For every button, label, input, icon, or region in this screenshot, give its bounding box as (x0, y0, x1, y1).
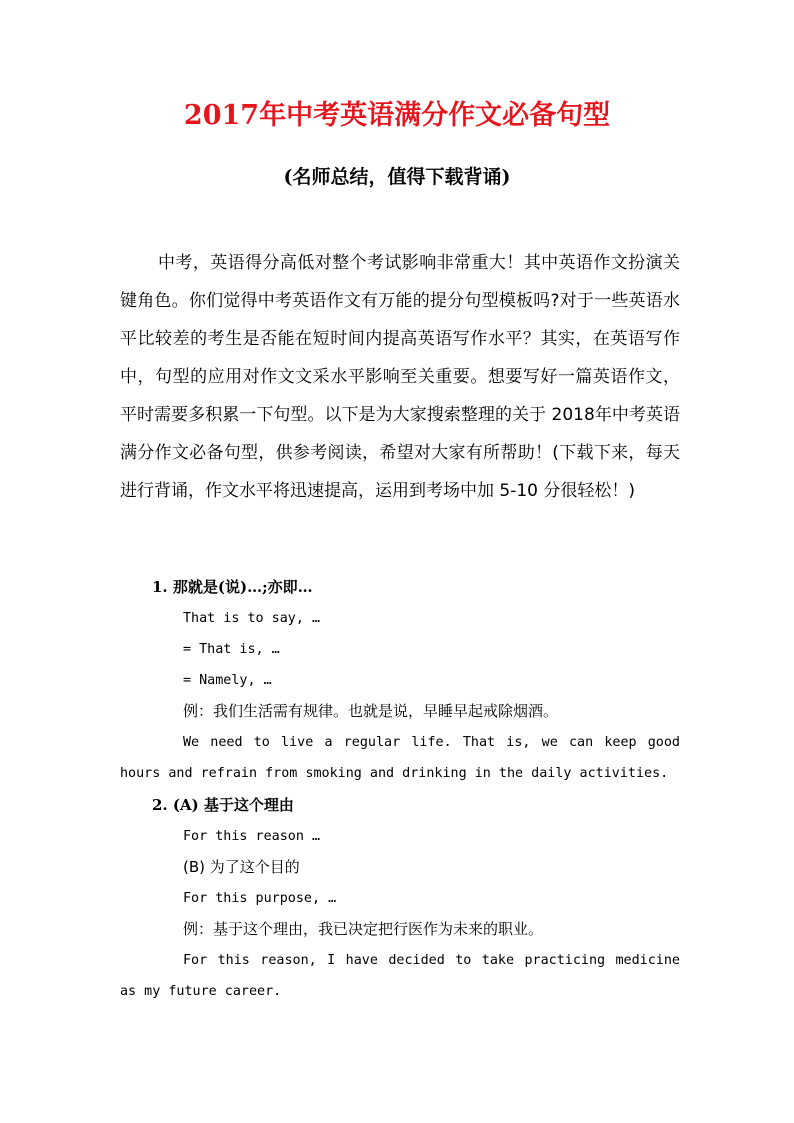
section-2-sub-b: (B) 为了这个目的 (183, 858, 300, 876)
document-subtitle: (名师总结，值得下载背诵) (283, 166, 511, 188)
section-1-phrase-1: That is to say, … (183, 611, 321, 626)
intro-paragraph: 中考，英语得分高低对整个考试影响非常重大！其中英语作文扮演关键角色。你们觉得中考英语作文有万能的提分句型模板吗?对于一些英语水平比较差的考生是否能在短时间内提高英语写作水平？其实，在英语写作中，句型的应用对作文文采水平影响至关重要。想要写好一篇英语作文，平时需要多积累一下句型。以下是为大家搜索整理的关于 2018年中考英语满分作文必备句型，供参考阅读，希望对大家有所帮助！(下载下来，每天进行背诵，作文水平将迅速提高，运用到考场中加 5-10 分很轻松！) (120, 253, 680, 501)
section-1-example-cn: 例：我们生活需有规律。也就是说，早睡早起戒除烟酒。 (183, 702, 559, 720)
section-1 (120, 572, 680, 789)
section-1-phrase-2: = That is, … (183, 642, 280, 657)
section-2-heading: 2. (A) 基于这个理由 (152, 796, 294, 814)
section-2-example-en: For this reason, I have decided to take practicing medicine as my future career. (120, 953, 680, 999)
section-1-phrase-3: = Namely, … (183, 673, 272, 688)
section-1-heading: 1. 那就是(说)…;亦即… (152, 578, 313, 596)
section-2 (120, 790, 680, 1007)
document-title: 2017年中考英语满分作文必备句型 (183, 100, 611, 131)
section-2-phrase-b: For this purpose, … (183, 891, 337, 906)
section-2-phrase-a: For this reason … (183, 829, 321, 844)
section-2-example-cn: 例：基于这个理由，我已决定把行医作为未来的职业。 (183, 920, 544, 938)
section-1-example-en: We need to live a regular life. That is, we can keep good hours and refrain from smoking and drinking in the daily activities. (120, 735, 680, 781)
